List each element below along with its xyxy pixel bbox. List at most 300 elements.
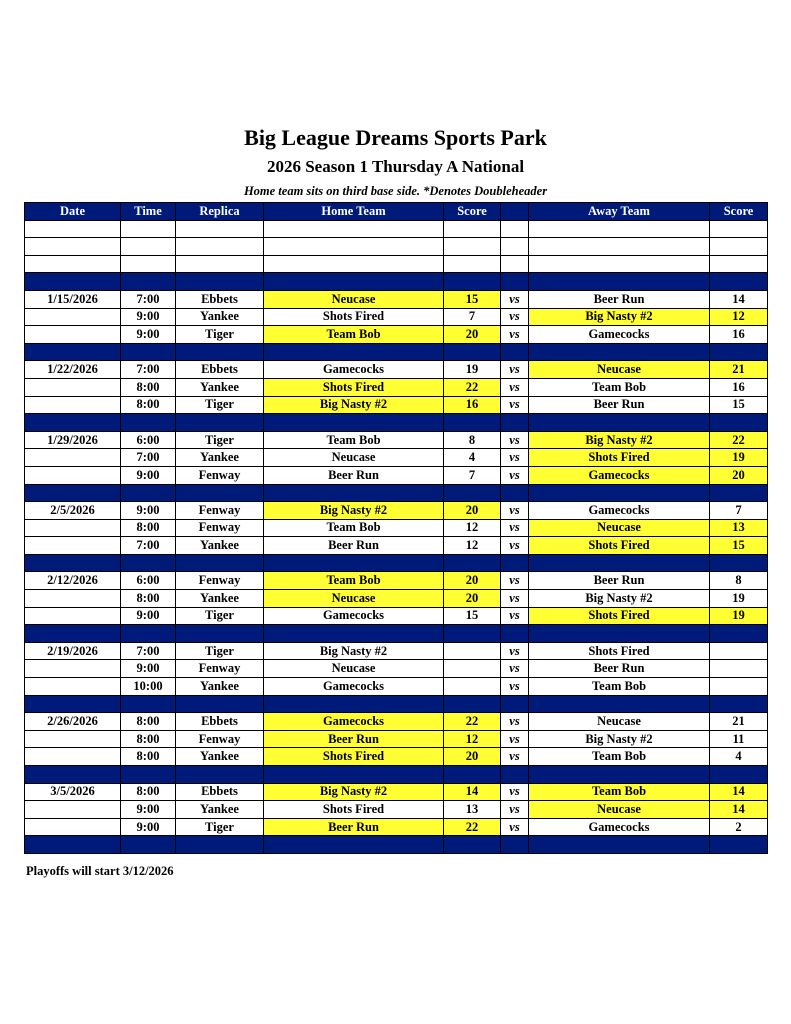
game-time: 8:00 xyxy=(121,783,176,801)
game-date xyxy=(25,730,121,748)
game-row xyxy=(25,396,768,414)
home-team: Gamecocks xyxy=(264,678,444,696)
game-row xyxy=(25,572,768,590)
separator-cell xyxy=(501,273,529,291)
away-team: Shots Fired xyxy=(529,642,710,660)
blank-row xyxy=(25,220,768,238)
col-header-home-team: Home Team xyxy=(264,203,444,221)
home-team: Big Nasty #2 xyxy=(264,783,444,801)
col-header-time: Time xyxy=(121,203,176,221)
away-score: 13 xyxy=(710,519,768,537)
separator-cell xyxy=(710,343,768,361)
separator-cell xyxy=(25,766,121,784)
separator-cell xyxy=(264,766,444,784)
week-separator xyxy=(25,414,768,432)
away-team: Shots Fired xyxy=(529,449,710,467)
home-team: Neucase xyxy=(264,449,444,467)
game-replica: Yankee xyxy=(176,308,264,326)
game-time: 7:00 xyxy=(121,361,176,379)
home-team: Team Bob xyxy=(264,519,444,537)
game-time: 9:00 xyxy=(121,466,176,484)
separator-cell xyxy=(710,484,768,502)
away-score: 16 xyxy=(710,326,768,344)
vs-label: vs xyxy=(501,713,529,731)
week-separator xyxy=(25,625,768,643)
separator-cell xyxy=(264,695,444,713)
vs-label: vs xyxy=(501,431,529,449)
away-team: Beer Run xyxy=(529,660,710,678)
home-score: 7 xyxy=(444,466,501,484)
game-time: 6:00 xyxy=(121,431,176,449)
game-row xyxy=(25,502,768,520)
home-team: Shots Fired xyxy=(264,801,444,819)
separator-cell xyxy=(121,343,176,361)
game-replica: Yankee xyxy=(176,801,264,819)
away-team: Shots Fired xyxy=(529,607,710,625)
home-score: 20 xyxy=(444,590,501,608)
game-time: 9:00 xyxy=(121,326,176,344)
separator-cell xyxy=(444,625,501,643)
separator-cell xyxy=(710,625,768,643)
vs-label: vs xyxy=(501,590,529,608)
away-score: 19 xyxy=(710,449,768,467)
game-time: 9:00 xyxy=(121,308,176,326)
home-score xyxy=(444,642,501,660)
away-score xyxy=(710,678,768,696)
away-score: 21 xyxy=(710,361,768,379)
game-replica: Ebbets xyxy=(176,783,264,801)
game-time: 8:00 xyxy=(121,519,176,537)
separator-cell xyxy=(264,343,444,361)
game-time: 7:00 xyxy=(121,290,176,308)
separator-cell xyxy=(176,625,264,643)
header-row xyxy=(25,203,768,221)
home-team: Gamecocks xyxy=(264,713,444,731)
away-team: Big Nasty #2 xyxy=(529,308,710,326)
game-row xyxy=(25,642,768,660)
game-date xyxy=(25,801,121,819)
game-date: 2/5/2026 xyxy=(25,502,121,520)
home-team-note: Home team sits on third base side. *Denotes Doubleheader xyxy=(243,184,548,198)
home-team: Shots Fired xyxy=(264,378,444,396)
away-score: 14 xyxy=(710,783,768,801)
away-score: 20 xyxy=(710,466,768,484)
vs-label: vs xyxy=(501,572,529,590)
vs-label: vs xyxy=(501,449,529,467)
game-date xyxy=(25,607,121,625)
home-team: Big Nasty #2 xyxy=(264,502,444,520)
separator-cell xyxy=(501,695,529,713)
vs-label: vs xyxy=(501,678,529,696)
game-date xyxy=(25,466,121,484)
home-score: 14 xyxy=(444,783,501,801)
game-replica: Ebbets xyxy=(176,713,264,731)
separator-cell xyxy=(501,766,529,784)
home-team: Beer Run xyxy=(264,466,444,484)
separator-cell xyxy=(176,554,264,572)
game-row xyxy=(25,361,768,379)
vs-label: vs xyxy=(501,748,529,766)
game-row xyxy=(25,748,768,766)
separator-cell xyxy=(710,836,768,854)
game-replica: Yankee xyxy=(176,590,264,608)
game-date: 1/29/2026 xyxy=(25,431,121,449)
game-row xyxy=(25,519,768,537)
separator-cell xyxy=(121,484,176,502)
separator-cell xyxy=(176,836,264,854)
game-time: 9:00 xyxy=(121,660,176,678)
game-replica: Yankee xyxy=(176,537,264,555)
blank-row xyxy=(25,255,768,273)
separator-cell xyxy=(529,484,710,502)
game-row xyxy=(25,466,768,484)
away-team: Beer Run xyxy=(529,396,710,414)
home-team: Gamecocks xyxy=(264,361,444,379)
schedule-table xyxy=(24,202,768,854)
home-team: Team Bob xyxy=(264,326,444,344)
game-date: 3/5/2026 xyxy=(25,783,121,801)
game-replica: Tiger xyxy=(176,818,264,836)
separator-cell xyxy=(121,766,176,784)
separator-cell xyxy=(121,414,176,432)
separator-cell xyxy=(444,414,501,432)
away-team: Big Nasty #2 xyxy=(529,431,710,449)
game-row xyxy=(25,730,768,748)
home-score: 22 xyxy=(444,818,501,836)
vs-label: vs xyxy=(501,783,529,801)
away-score: 19 xyxy=(710,607,768,625)
vs-label: vs xyxy=(501,396,529,414)
playoffs-note: Playoffs will start 3/12/2026 xyxy=(26,864,174,878)
away-score: 16 xyxy=(710,378,768,396)
vs-label: vs xyxy=(501,537,529,555)
game-row xyxy=(25,290,768,308)
game-time: 7:00 xyxy=(121,642,176,660)
vs-label: vs xyxy=(501,290,529,308)
game-replica: Fenway xyxy=(176,519,264,537)
away-team: Gamecocks xyxy=(529,466,710,484)
separator-cell xyxy=(25,695,121,713)
game-date xyxy=(25,449,121,467)
separator-cell xyxy=(444,836,501,854)
game-date: 1/22/2026 xyxy=(25,361,121,379)
game-date xyxy=(25,326,121,344)
separator-cell xyxy=(501,484,529,502)
home-score: 20 xyxy=(444,502,501,520)
separator-cell xyxy=(25,273,121,291)
separator-cell xyxy=(121,625,176,643)
home-score: 8 xyxy=(444,431,501,449)
separator-cell xyxy=(444,484,501,502)
game-row xyxy=(25,590,768,608)
game-row xyxy=(25,308,768,326)
away-team: Neucase xyxy=(529,361,710,379)
week-separator xyxy=(25,343,768,361)
week-separator xyxy=(25,695,768,713)
game-replica: Yankee xyxy=(176,748,264,766)
away-score: 2 xyxy=(710,818,768,836)
away-score: 11 xyxy=(710,730,768,748)
vs-label: vs xyxy=(501,730,529,748)
home-score xyxy=(444,678,501,696)
home-score: 20 xyxy=(444,326,501,344)
away-team: Team Bob xyxy=(529,783,710,801)
home-score: 20 xyxy=(444,748,501,766)
away-team: Neucase xyxy=(529,519,710,537)
game-row xyxy=(25,660,768,678)
away-score: 4 xyxy=(710,748,768,766)
game-time: 6:00 xyxy=(121,572,176,590)
game-replica: Ebbets xyxy=(176,290,264,308)
separator-cell xyxy=(121,273,176,291)
game-row xyxy=(25,431,768,449)
week-separator xyxy=(25,273,768,291)
home-team: Team Bob xyxy=(264,572,444,590)
game-row xyxy=(25,378,768,396)
away-team: Beer Run xyxy=(529,572,710,590)
away-score: 19 xyxy=(710,590,768,608)
home-team: Neucase xyxy=(264,590,444,608)
page-title: Big League Dreams Sports Park xyxy=(244,125,547,150)
vs-label: vs xyxy=(501,642,529,660)
home-score: 12 xyxy=(444,730,501,748)
week-separator xyxy=(25,766,768,784)
separator-cell xyxy=(25,554,121,572)
home-team: Gamecocks xyxy=(264,607,444,625)
vs-label: vs xyxy=(501,308,529,326)
separator-cell xyxy=(529,766,710,784)
separator-cell xyxy=(264,836,444,854)
away-team: Team Bob xyxy=(529,378,710,396)
game-row xyxy=(25,449,768,467)
home-team: Beer Run xyxy=(264,818,444,836)
game-replica: Tiger xyxy=(176,431,264,449)
separator-cell xyxy=(121,554,176,572)
game-row xyxy=(25,607,768,625)
game-date xyxy=(25,678,121,696)
away-score: 14 xyxy=(710,290,768,308)
separator-cell xyxy=(121,695,176,713)
game-replica: Fenway xyxy=(176,660,264,678)
game-row xyxy=(25,818,768,836)
home-score: 20 xyxy=(444,572,501,590)
separator-cell xyxy=(529,836,710,854)
home-team: Beer Run xyxy=(264,537,444,555)
game-replica: Fenway xyxy=(176,466,264,484)
separator-cell xyxy=(444,695,501,713)
game-time: 8:00 xyxy=(121,396,176,414)
game-date xyxy=(25,396,121,414)
separator-cell xyxy=(264,414,444,432)
col-header-away-score: Score xyxy=(710,203,768,221)
vs-label: vs xyxy=(501,326,529,344)
away-team: Beer Run xyxy=(529,290,710,308)
game-replica: Ebbets xyxy=(176,361,264,379)
page-subtitle: 2026 Season 1 Thursday A National xyxy=(266,157,525,176)
col-header-vs xyxy=(501,203,529,221)
separator-cell xyxy=(444,554,501,572)
vs-label: vs xyxy=(501,502,529,520)
vs-label: vs xyxy=(501,818,529,836)
away-score: 8 xyxy=(710,572,768,590)
separator-cell xyxy=(264,484,444,502)
separator-cell xyxy=(710,695,768,713)
separator-cell xyxy=(444,766,501,784)
home-score: 12 xyxy=(444,519,501,537)
home-score: 22 xyxy=(444,713,501,731)
week-separator xyxy=(25,836,768,854)
away-score xyxy=(710,660,768,678)
vs-label: vs xyxy=(501,660,529,678)
vs-label: vs xyxy=(501,361,529,379)
home-score: 13 xyxy=(444,801,501,819)
separator-cell xyxy=(710,414,768,432)
separator-cell xyxy=(444,343,501,361)
home-score: 15 xyxy=(444,607,501,625)
separator-cell xyxy=(176,343,264,361)
separator-cell xyxy=(25,836,121,854)
game-time: 8:00 xyxy=(121,590,176,608)
game-time: 8:00 xyxy=(121,378,176,396)
game-replica: Yankee xyxy=(176,378,264,396)
game-date xyxy=(25,308,121,326)
separator-cell xyxy=(710,273,768,291)
separator-cell xyxy=(264,273,444,291)
separator-cell xyxy=(444,273,501,291)
separator-cell xyxy=(264,554,444,572)
home-team: Big Nasty #2 xyxy=(264,396,444,414)
game-time: 8:00 xyxy=(121,748,176,766)
game-replica: Fenway xyxy=(176,730,264,748)
away-score: 22 xyxy=(710,431,768,449)
separator-cell xyxy=(176,484,264,502)
game-row xyxy=(25,783,768,801)
game-row xyxy=(25,537,768,555)
home-team: Big Nasty #2 xyxy=(264,642,444,660)
vs-label: vs xyxy=(501,378,529,396)
away-team: Big Nasty #2 xyxy=(529,730,710,748)
game-row xyxy=(25,326,768,344)
game-time: 8:00 xyxy=(121,730,176,748)
game-date xyxy=(25,748,121,766)
separator-cell xyxy=(176,695,264,713)
away-team: Neucase xyxy=(529,801,710,819)
game-replica: Yankee xyxy=(176,678,264,696)
away-score: 12 xyxy=(710,308,768,326)
game-date: 2/19/2026 xyxy=(25,642,121,660)
game-replica: Fenway xyxy=(176,572,264,590)
game-time: 8:00 xyxy=(121,713,176,731)
home-score xyxy=(444,660,501,678)
game-date xyxy=(25,519,121,537)
home-score: 16 xyxy=(444,396,501,414)
separator-cell xyxy=(501,343,529,361)
separator-cell xyxy=(25,484,121,502)
away-team: Gamecocks xyxy=(529,326,710,344)
game-replica: Tiger xyxy=(176,326,264,344)
game-time: 9:00 xyxy=(121,818,176,836)
separator-cell xyxy=(501,414,529,432)
separator-cell xyxy=(25,343,121,361)
blank-row xyxy=(25,238,768,256)
away-score xyxy=(710,642,768,660)
separator-cell xyxy=(176,414,264,432)
home-score: 7 xyxy=(444,308,501,326)
away-team: Team Bob xyxy=(529,748,710,766)
home-team: Shots Fired xyxy=(264,748,444,766)
away-score: 14 xyxy=(710,801,768,819)
home-team: Neucase xyxy=(264,290,444,308)
game-date: 1/15/2026 xyxy=(25,290,121,308)
game-date xyxy=(25,818,121,836)
game-replica: Fenway xyxy=(176,502,264,520)
game-date: 2/12/2026 xyxy=(25,572,121,590)
vs-label: vs xyxy=(501,801,529,819)
game-date xyxy=(25,378,121,396)
game-replica: Tiger xyxy=(176,642,264,660)
vs-label: vs xyxy=(501,466,529,484)
separator-cell xyxy=(529,625,710,643)
separator-cell xyxy=(529,343,710,361)
separator-cell xyxy=(25,625,121,643)
game-replica: Yankee xyxy=(176,449,264,467)
separator-cell xyxy=(176,766,264,784)
separator-cell xyxy=(25,414,121,432)
away-team: Big Nasty #2 xyxy=(529,590,710,608)
separator-cell xyxy=(529,414,710,432)
away-team: Neucase xyxy=(529,713,710,731)
home-team: Shots Fired xyxy=(264,308,444,326)
away-team: Gamecocks xyxy=(529,818,710,836)
separator-cell xyxy=(121,836,176,854)
away-team: Shots Fired xyxy=(529,537,710,555)
col-header-replica: Replica xyxy=(176,203,264,221)
game-time: 7:00 xyxy=(121,449,176,467)
separator-cell xyxy=(176,273,264,291)
game-date xyxy=(25,537,121,555)
away-score: 15 xyxy=(710,537,768,555)
game-time: 9:00 xyxy=(121,607,176,625)
game-replica: Tiger xyxy=(176,607,264,625)
separator-cell xyxy=(710,554,768,572)
separator-cell xyxy=(501,554,529,572)
home-score: 12 xyxy=(444,537,501,555)
schedule-body xyxy=(25,220,768,853)
separator-cell xyxy=(501,836,529,854)
away-team: Team Bob xyxy=(529,678,710,696)
game-time: 9:00 xyxy=(121,801,176,819)
home-team: Neucase xyxy=(264,660,444,678)
game-time: 10:00 xyxy=(121,678,176,696)
away-score: 7 xyxy=(710,502,768,520)
home-score: 22 xyxy=(444,378,501,396)
col-header-away-team: Away Team xyxy=(529,203,710,221)
week-separator xyxy=(25,554,768,572)
game-row xyxy=(25,678,768,696)
separator-cell xyxy=(529,554,710,572)
vs-label: vs xyxy=(501,519,529,537)
game-date xyxy=(25,590,121,608)
game-time: 7:00 xyxy=(121,537,176,555)
away-score: 21 xyxy=(710,713,768,731)
game-time: 9:00 xyxy=(121,502,176,520)
separator-cell xyxy=(710,766,768,784)
game-date: 2/26/2026 xyxy=(25,713,121,731)
separator-cell xyxy=(501,625,529,643)
game-replica: Tiger xyxy=(176,396,264,414)
week-separator xyxy=(25,484,768,502)
col-header-date: Date xyxy=(25,203,121,221)
